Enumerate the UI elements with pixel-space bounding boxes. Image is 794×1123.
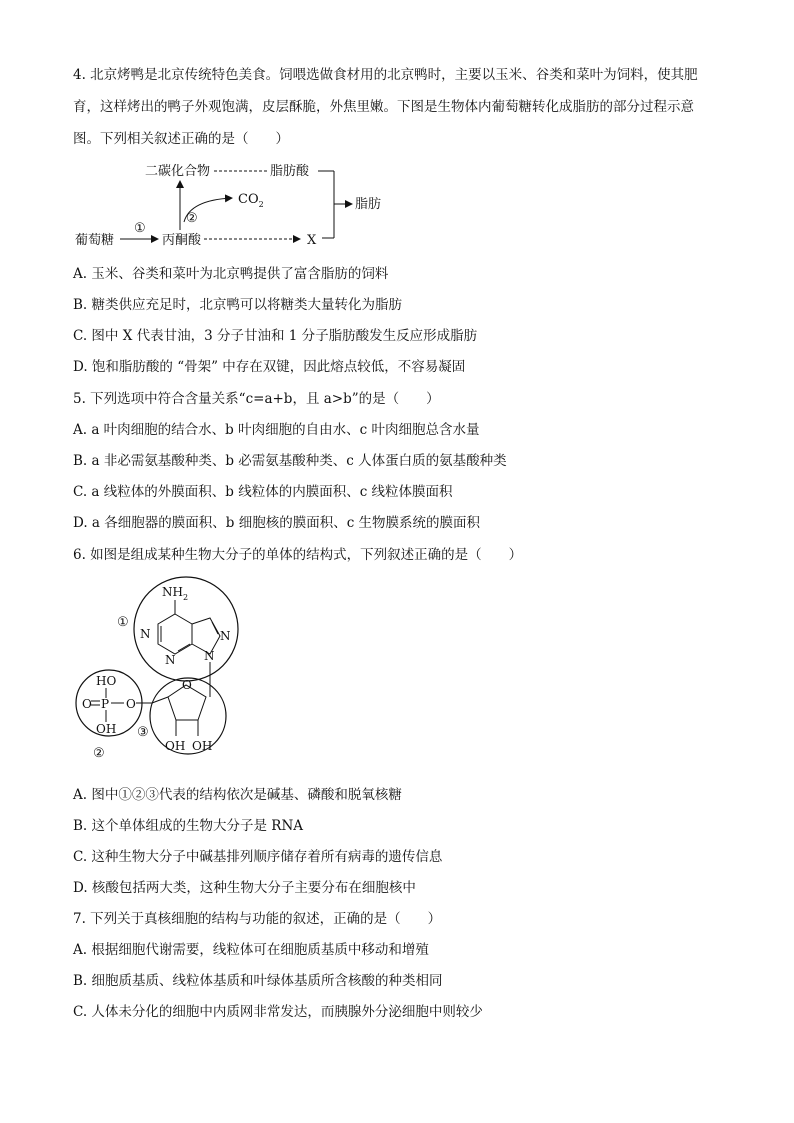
q5-option-d[interactable]: D. a 各细胞器的膜面积、b 细胞核的膜面积、c 生物膜系统的膜面积: [73, 515, 481, 531]
q4-stem-line-3: 图。下列相关叙述正确的是（ ）: [73, 131, 289, 147]
q7-option-a[interactable]: A. 根据细胞代谢需要，线粒体可在细胞质基质中移动和增殖: [73, 942, 429, 958]
node-x: X: [307, 233, 317, 248]
node-fat: 脂肪: [355, 197, 382, 212]
double-bond-3: [212, 622, 218, 634]
q4-stem-line-2: 育，这样烤出的鸭子外观饱满，皮层酥脆，外焦里嫩。下图是生物体内葡萄糖转化成脂肪的部分过程示意: [73, 99, 694, 115]
step-1-label: ①: [134, 221, 146, 236]
q6-option-c[interactable]: C. 这种生物大分子中碱基排列顺序储存着所有病毒的遗传信息: [73, 849, 443, 865]
q6-option-d[interactable]: D. 核酸包括两大类，这种生物大分子主要分布在细胞核中: [73, 880, 416, 896]
q6-nucleotide-structure: [0, 570, 260, 775]
q6-option-b[interactable]: B. 这个单体组成的生物大分子是 RNA: [73, 818, 304, 834]
amino-group: $NH_2$: [162, 585, 189, 602]
step-2-label: ②: [186, 211, 198, 226]
pyrimidine-ring: [158, 614, 192, 654]
q4-option-d[interactable]: D. 饱和脂肪酸的 “骨架” 中存在双键，因此熔点较低，不容易凝固: [73, 359, 466, 375]
phosphate-ho: HO: [96, 674, 117, 688]
q6-stem: 6. 如图是组成某种生物大分子的单体的结构式，下列叙述正确的是（ ）: [73, 547, 523, 563]
node-co2: $CO_2$: [238, 192, 264, 209]
phosphorus: P: [101, 697, 110, 711]
label-3: ③: [137, 725, 149, 740]
atom-n-2: N: [165, 653, 176, 667]
q7-stem: 7. 下列关于真核细胞的结构与功能的叙述，正确的是（ ）: [73, 911, 442, 927]
q4-option-a[interactable]: A. 玉米、谷类和菜叶为北京鸭提供了富含脂肪的饲料: [73, 266, 389, 282]
label-1: ①: [117, 615, 129, 630]
node-pyruvate: 丙酮酸: [162, 233, 202, 248]
atom-n-1: N: [140, 627, 151, 641]
q5-option-c[interactable]: C. a 线粒体的外膜面积、b 线粒体的内膜面积、c 线粒体膜面积: [73, 484, 453, 500]
q4-option-c[interactable]: C. 图中 X 代表甘油，3 分子甘油和 1 分子脂肪酸发生反应形成脂肪: [73, 328, 478, 344]
q4-pathway-diagram: [0, 0, 794, 260]
q7-option-c[interactable]: C. 人体未分化的细胞中内质网非常发达，而胰腺外分泌细胞中则较少: [73, 1004, 483, 1020]
q5-stem: 5. 下列选项中符合含量关系“c=a+b，且 a>b”的是（ ）: [73, 391, 440, 407]
node-glucose: 葡萄糖: [75, 233, 115, 248]
double-bond-2: [178, 644, 190, 651]
atom-n-4: N: [204, 649, 215, 663]
q7-option-b[interactable]: B. 细胞质基质、线粒体基质和叶绿体基质所含核酸的种类相同: [73, 973, 443, 989]
node-two-carbon-compound: 二碳化合物: [145, 164, 211, 179]
q5-option-a[interactable]: A. a 叶肉细胞的结合水、b 叶肉细胞的自由水、c 叶肉细胞总含水量: [73, 422, 480, 438]
phosphate-oh: OH: [96, 722, 117, 736]
q4-option-b[interactable]: B. 糖类供应充足时，北京鸭可以将糖类大量转化为脂肪: [73, 297, 403, 313]
atom-n-3: N: [220, 629, 231, 643]
node-fatty-acid: 脂肪酸: [270, 164, 310, 179]
ribose-oh-3: OH: [165, 739, 186, 753]
q5-option-b[interactable]: B. a 非必需氨基酸种类、b 必需氨基酸种类、c 人体蛋白质的氨基酸种类: [73, 453, 507, 469]
label-2: ②: [93, 746, 105, 761]
q6-option-a[interactable]: A. 图中①②③代表的结构依次是碱基、磷酸和脱氧核糖: [73, 787, 402, 803]
ribose-oh-2: OH: [192, 739, 213, 753]
ring-o: O: [182, 678, 192, 692]
phosphate-o-double: O: [82, 697, 92, 711]
ester-o: O: [126, 697, 136, 711]
q4-stem-line-1: 4. 北京烤鸭是北京传统特色美食。饲喂选做食材用的北京鸭时，主要以玉米、谷类和菜叶为饲料，使其肥: [73, 67, 698, 83]
